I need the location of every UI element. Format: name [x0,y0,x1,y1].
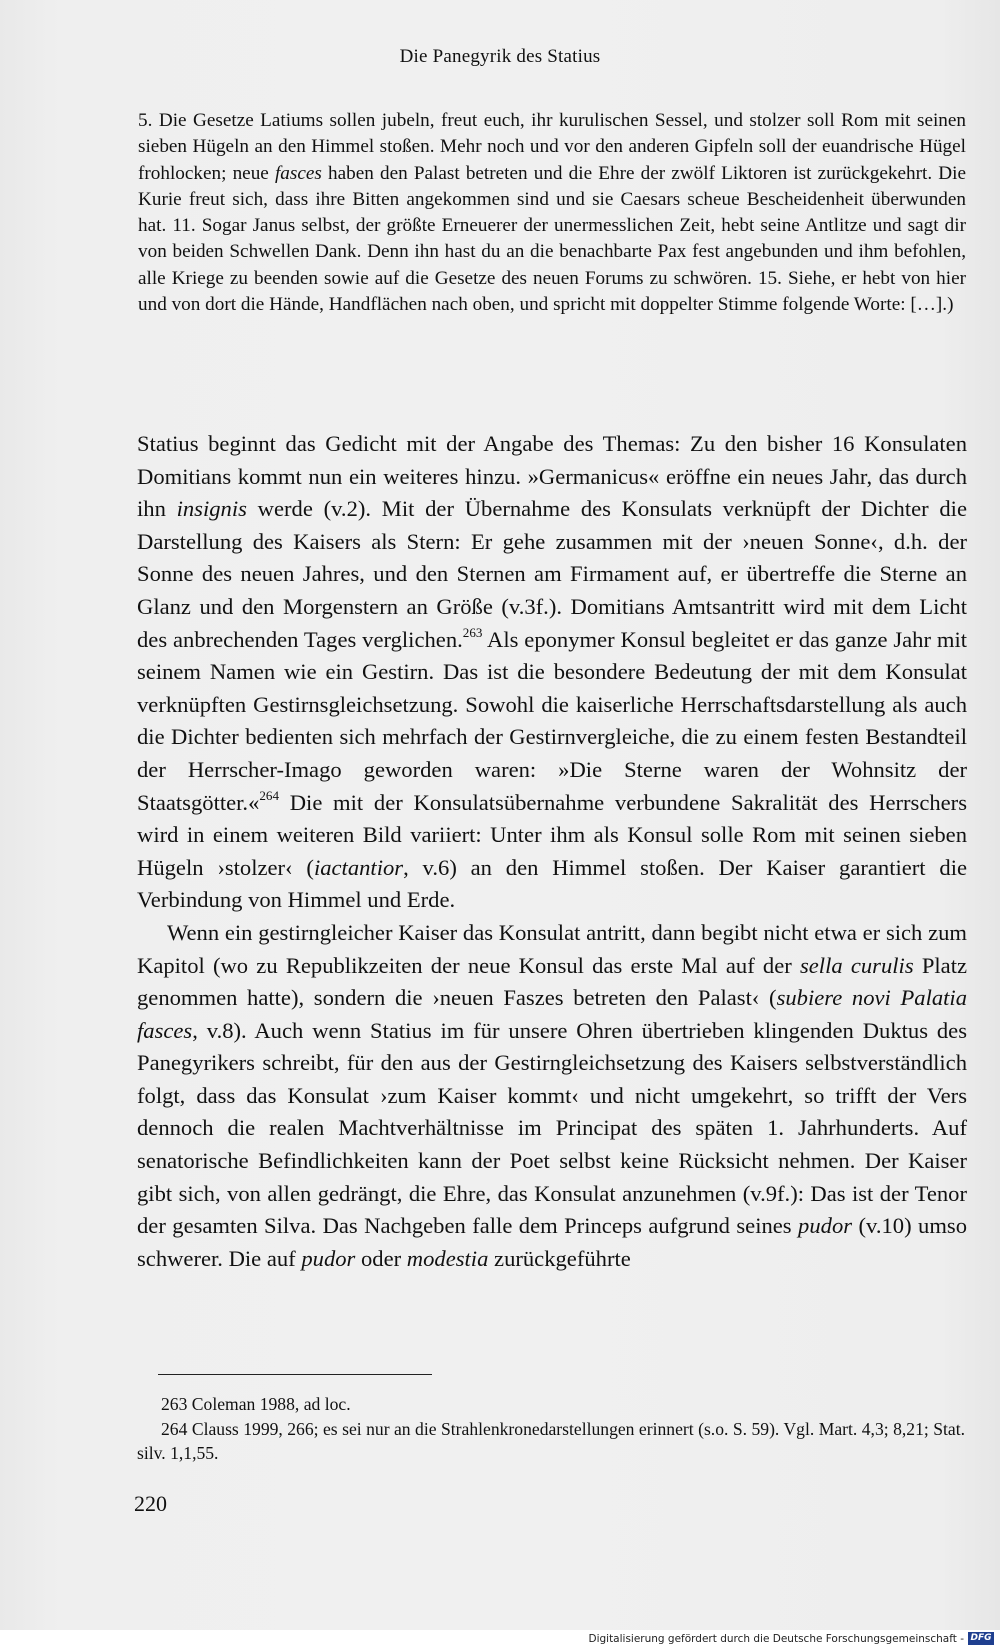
quote-segment: haben den Palast betreten und die Ehre der zwölf Liktoren ist zurückgekehrt. Die Kurie freut sich, dass ihre Bitten angekommen sind und sie Caesars scheue Bescheidenheit überwunden hat. 11. Sogar Janus selbst, der größte Erneuerer der unermesslichen Zeit, hebt seine Antlitze und sagt dir von beiden Schwellen Dank. Denn ihn hast du an die benachbarte Pax fest angebunden und ihm befohlen, alle Kriege zu beenden sowie auf die Gesetze des neuen Forums zu schwören. 15. Siehe, er hebt von hier und von dort die Hände, Handflächen nach oben, und spricht mit doppelter Stimme folgende Worte: […].) [138,162,966,316]
footnote-divider [158,1374,432,1375]
text-segment: Die mit der Konsulatsübernahme verbundene Sakralität des Herrschers wird in einem weiteren Bild variiert: Unter ihm als Konsul solle Rom mit seinen sieben Hügeln ›stolzer‹ ( [137,789,967,880]
paragraph-2 [137,917,967,1276]
italic-term: insignis [176,496,247,522]
text-segment: Platz genommen hatte), sondern die ›neuen Faszes betreten den Palast‹ ( [137,952,967,1011]
italic-term: iactantior [313,854,404,880]
quote-italic-term: fasces [274,162,322,184]
paragraph-1 [137,428,967,917]
footnote-264: 264 Clauss 1999, 266; es sei nur an die Strahlenkronedarstellungen erinnert (s.o. S. 59). Vgl. Mart. 4,3; 8,21; Stat. silv. 1,1,55. [137,1418,965,1463]
footnote-263: 263 Coleman 1988, ad loc. [161,1394,351,1414]
text-segment: Statius beginnt das Gedicht mit der Angabe des Themas: Zu den bisher 16 Konsulaten Domitians kommt nun ein weiteres hinzu. »Germanicus« eröffne ein neues Jahr, das durch ihn [137,431,967,522]
quote-segment: 5. Die Gesetze Latiums sollen jubeln, freut euch, ihr kurulischen Sessel, und stolzer soll Rom mit seinen sieben Hügeln an den Himmel stoßen. Mehr noch und vor den anderen Gipfeln soll der euandrische Hügel frohlocken; neue [138,110,966,184]
text-segment: zurückgeführte [488,1245,631,1271]
footnotes [137,1392,965,1466]
italic-term: subiere novi Palatia fasces [137,985,967,1043]
text-segment: , v.6) an den Himmel stoßen. Der Kaiser garantiert die Verbindung von Himmel und Erde. [137,854,967,913]
footnote-ref-263[interactable]: 263 [462,624,483,640]
text-segment: Als eponymer Konsul begleitet er das ganze Jahr mit seinem Namen wie ein Gestirn. Das ist die besondere Bedeutung der mit dem Konsulat verknüpften Gestirnsgleichsetzung. Sowohl die kaiserliche Herrschaftsdarstellung als auch die Dichter bedienten sich mehrfach der Gestirnvergleiche, die zu einem festen Bestandteil der Herrscher-Imago geworden waren: »Die Sterne waren der Wohnsitz der Staatsgötter.« [137,626,968,815]
italic-term: pudor [798,1213,853,1239]
dfg-logo: DFG [968,1632,994,1645]
italic-term: pudor [301,1245,356,1271]
text-segment: werde (v.2). Mit der Übernahme des Konsulats verknüpft der Dichter die Darstellung des Kaisers als Stern: Er gehe zusammen mit der ›neuen Sonne‹, d.h. der Sonne des neuen Jahres, und den Sternen am Firmament auf, er übertreffe die Sterne an Glanz und den Morgenstern an Größe (v.3f.). Domitians Amtsantritt wird mit dem Licht des anbrechenden Tages verglichen. [137,496,967,652]
italic-term: sella curulis [799,952,914,978]
text-segment: Wenn ein gestirngleicher Kaiser das Konsulat antritt, dann begibt nicht etwa er sich zum Kapitol (wo zu Republikzeiten der neue Konsul das erste Mal auf der [137,919,967,978]
page-number: 220 [134,1491,167,1516]
funding-credit: Digitalisierung gefördert durch die Deutsche Forschungsgemeinschaft - [588,1633,964,1645]
text-segment: , v.8). Auch wenn Statius im für unsere Ohren übertrieben klingenden Duktus des Panegyrikers schreibt, für den aus der Gestirngleichsetzung des Kaisers selbstverständlich folgt, dass das Konsulat ›zum Kaiser kommt‹ und nicht umgekehrt, so trifft der Vers dennoch die realen Machtverhältnisse im Principat des späten 1. Jahrhunderts. Auf senatorische Befindlichkeiten kann der Poet selbst keine Rücksicht nehmen. Der Kaiser gibt sich, von allen gedrängt, die Ehre, das Konsulat anzunehmen (v.9f.): Das ist der Tenor der gesamten Silva. Das Nachgeben falle dem Princeps aufgrund seines [137,1017,967,1239]
main-text [137,428,967,1275]
text-segment: (v.10) umso schwerer. Die auf [137,1213,967,1271]
text-segment: oder [355,1245,407,1271]
running-head: Die Panegyrik des Statius [399,46,601,67]
footnote-ref-264[interactable]: 264 [259,787,280,803]
quoted-translation [138,108,966,318]
italic-term: modestia [406,1245,489,1271]
